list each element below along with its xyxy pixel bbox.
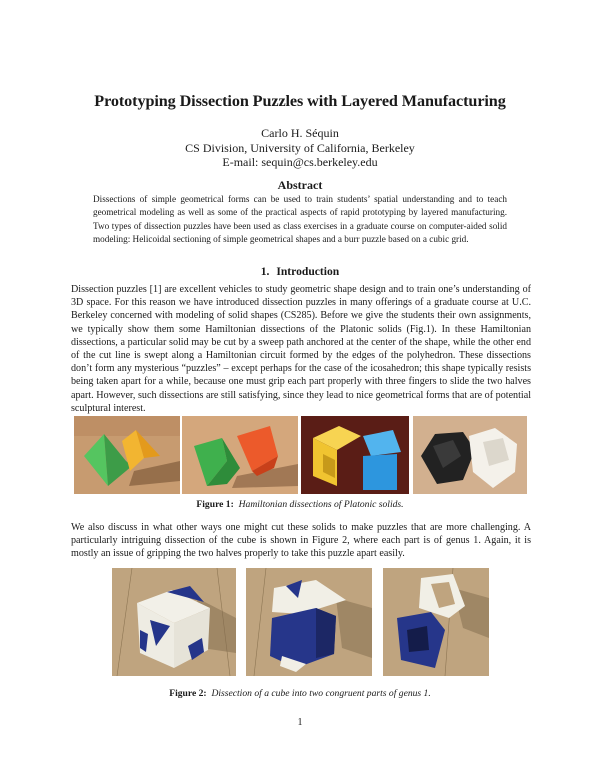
figure1-image-icosahedron — [413, 416, 527, 494]
figure1-image-octahedron — [182, 416, 298, 494]
author-email: E-mail: sequin@cs.berkeley.edu — [222, 155, 378, 169]
figure2-image-separated-parts — [383, 568, 489, 676]
figure1-image-cube — [301, 416, 409, 494]
abstract-text: Dissections of simple geometrical forms can be used to train students’ spatial understanding and to teach geometrical modeling as well as some of the practical aspects of rapid prototyping by layered manufacturing. Two types of dissection puzzles have been used as class exercises in a graduate course on computer-aided solid modeling: Helicoidal sectioning of simple geometrical shapes and a burr puzzle based on a cubic grid. — [93, 194, 507, 245]
figure2-label: Figure 2: — [169, 688, 207, 699]
figure2-image-assembled-cube — [112, 568, 236, 676]
intro-paragraph-2: We also discuss in what other ways one might cut these solids to make puzzles that are more challenging. A particularly intriguing dissection of the cube is shown in Figure 2, where each part is of genus 1. Again, it is mostly an issue of gripping the two halves properly to take this puzzle apart easily. — [71, 522, 531, 560]
figure1-label: Figure 1: — [196, 499, 234, 510]
figure2-caption — [0, 688, 600, 699]
intro-paragraph-1: Dissection puzzles [1] are excellent vehicles to study geometric shape design and to train one’s understanding of 3D space. For this reason we have introduced dissection puzzles in many offerings of a graduate course at U.C. Berkeley concerned with modeling of solid shapes (CS285). Before we give the students their own assignments, we typically show them some Hamiltonian dissections of the Platonic solids (Fig.1). In these Hamiltonian dissections, a particular solid may be cut by a sweep path anchored at the center of the shape, while the other end of the cut line is swept along a Hamiltonian circuit formed by the edges of the polyhedron. These dissections don’t form any mysterious “puzzles” – except perhaps for the case of the icosahedron; this shape typically resists being taken apart for a while, because one must grip each part properly with three fingers to slide the two halves apart. However, such dissections are still satisfying, since they lead to nice geometrical forms that are of potential sculptural interest. — [71, 284, 531, 414]
section-heading-introduction: 1. Introduction — [260, 265, 340, 278]
figure1-image-tetrahedron — [74, 416, 180, 494]
author-name: Carlo H. Séquin — [261, 126, 339, 140]
abstract-heading: Abstract — [277, 178, 323, 192]
figure1-caption — [0, 499, 600, 510]
figure1-caption-text: Hamiltonian dissections of Platonic solids. — [238, 499, 404, 510]
page-number: 1 — [297, 717, 303, 728]
author-affiliation: CS Division, University of California, Berkeley — [185, 140, 415, 155]
figure2-image-sliding-halves — [246, 568, 372, 676]
paper-title: Prototyping Dissection Puzzles with Layered Manufacturing — [94, 92, 506, 110]
figure2-caption-text: Dissection of a cube into two congruent parts of genus 1. — [211, 688, 431, 699]
